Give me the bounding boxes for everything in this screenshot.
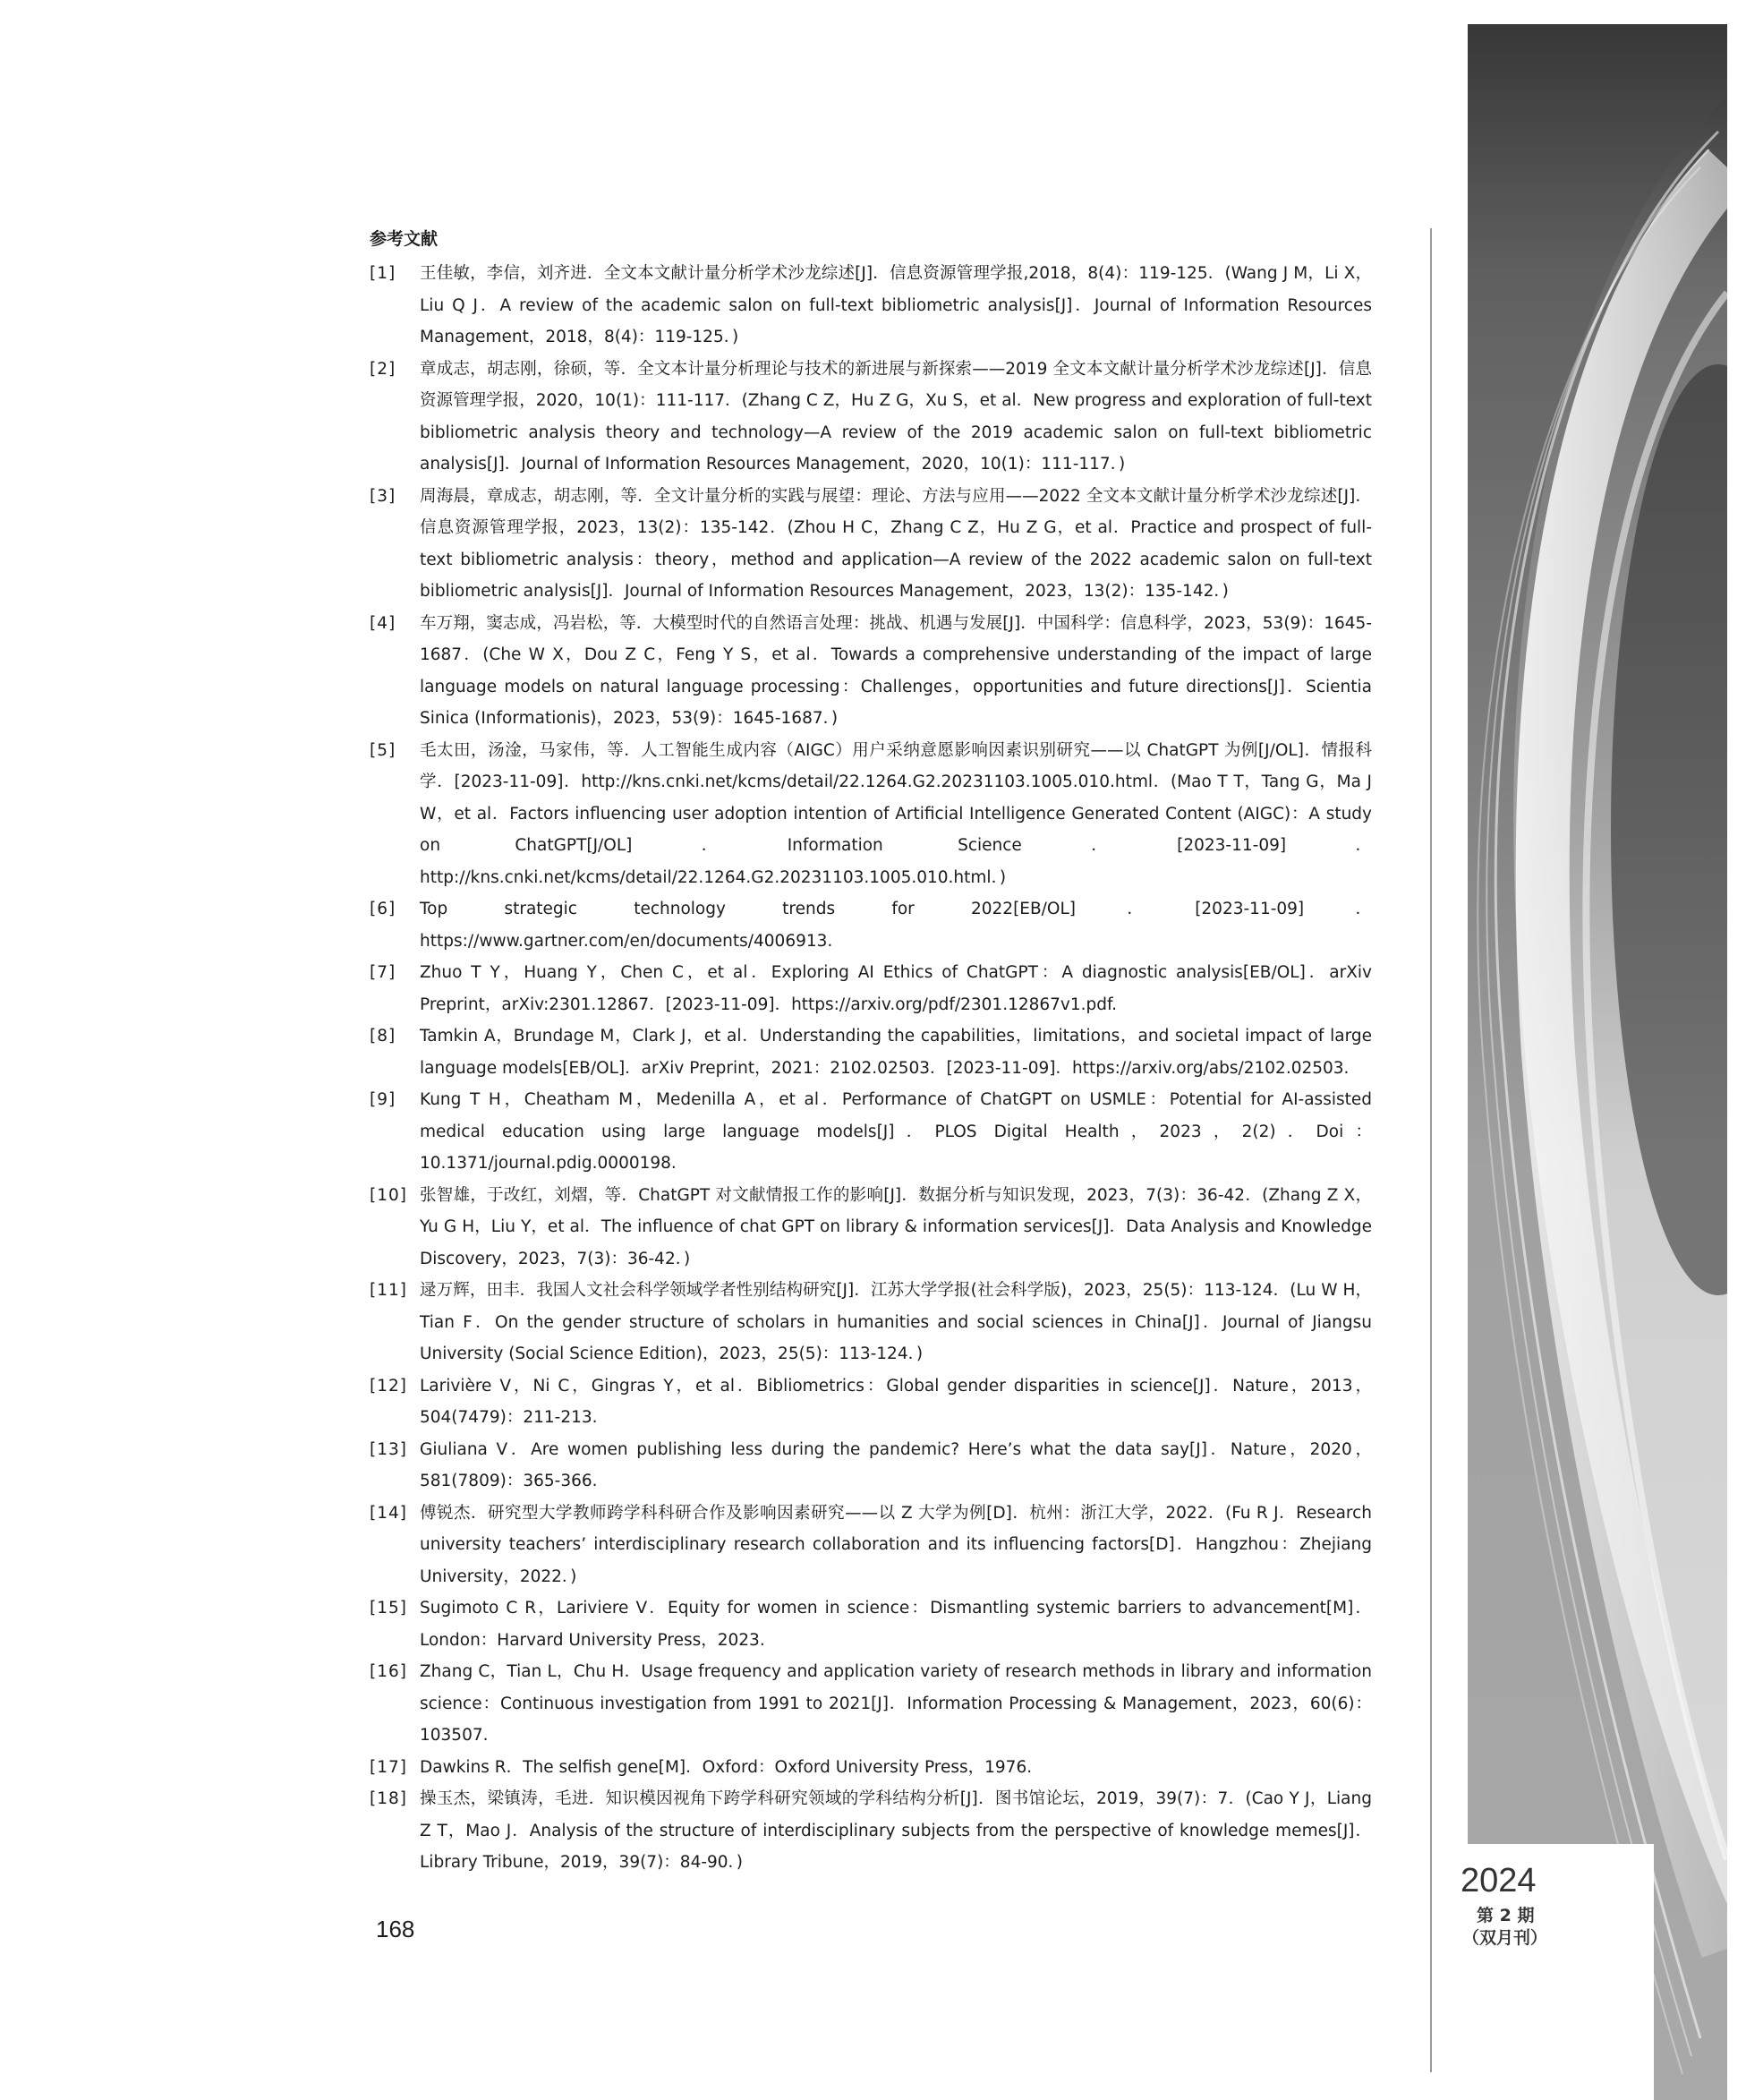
reference-item [370, 1180, 1372, 1276]
reference-item [370, 1275, 1372, 1370]
reference-text: Dawkins R．The selfish gene[M]．Oxford：Oxford University Press，1976. [420, 1757, 1033, 1777]
reference-number: [6] [370, 900, 396, 918]
reference-item [370, 1656, 1372, 1752]
reference-text: Zhang C，Tian L，Chu H．Usage frequency and application variety of research methods in library and information science：Continuous investigation from 1991 to 2021[J]．Information Processing & Management，2023，60(6)：103507. [420, 1662, 1372, 1745]
reference-text: 章成志，胡志刚，徐硕，等．全文本计量分析理论与技术的新进展与新探索——2019 全文本文献计量分析学术沙龙综述[J]．信息资源管理学报，2020，10(1)：111-117．(Zhang C Z，Hu Z G，Xu S，et al．New progress and exploration of full-text bibliometric analysis theory and technology—A review of the 2019 academic salon on full-text bibliometric analysis[J]．Journal of Information Resources Management，2020，10(1)：111-117．) [420, 359, 1372, 474]
reference-item [370, 893, 1372, 957]
references-section [370, 224, 1372, 1879]
reference-list [370, 258, 1372, 1879]
reference-item [370, 258, 1372, 354]
swoosh-graphic [1468, 24, 1727, 2100]
reference-text: 周海晨，章成志，胡志刚，等．全文计量分析的实践与展望：理论、方法与应用——2022 全文本文献计量分析学术沙龙综述[J]．信息资源管理学报，2023，13(2)：135-142．(Zhou H C，Zhang C Z，Hu Z G，et al．Practice and prospect of full-text bibliometric analysis：theory，method and application—A review of the 2022 academic salon on full-text bibliometric analysis[J]．Journal of Information Resources Management，2023，13(2)：135-142．) [420, 486, 1372, 601]
reference-text: Larivière V，Ni C，Gingras Y，et al．Bibliometrics：Global gender disparities in science[J]．Nature，2013，504(7479)：211-213. [420, 1376, 1372, 1427]
reference-number: [1] [370, 264, 396, 283]
reference-item [370, 1084, 1372, 1180]
reference-number: [5] [370, 740, 396, 760]
reference-item [370, 354, 1372, 481]
reference-text: 张智雄，于改红，刘熠，等．ChatGPT 对文献情报工作的影响[J]．数据分析与知识发现，2023，7(3)：36-42．(Zhang Z X，Yu G H，Liu Y，et al．The influence of chat GPT on library & information services[J]．Data Analysis and Knowledge Discovery，2023，7(3)：36-42．) [420, 1185, 1372, 1268]
reference-text: 车万翔，窦志成，冯岩松，等．大模型时代的自然语言处理：挑战、机遇与发展[J]．中国科学：信息科学，2023，53(9)：1645-1687．(Che W X，Dou Z C，Feng Y S，et al．Towards a comprehensive understanding of the impact of large language models on natural language processing：Challenges，opportunities and future directions[J]．Scientia Sinica (Informationis)，2023，53(9)：1645-1687．) [420, 613, 1372, 728]
reference-item [370, 1498, 1372, 1593]
reference-text: Sugimoto C R，Lariviere V．Equity for women in science：Dismantling systemic barriers to advancement[M]．London：Harvard University Press，2023. [420, 1599, 1372, 1650]
reference-text: Giuliana V．Are women publishing less during the pandemic? Here’s what the data say[J]．Nature，2020，581(7809)：365-366. [420, 1439, 1372, 1490]
reference-number: [9] [370, 1090, 396, 1109]
reference-number: [12] [370, 1376, 407, 1396]
reference-item [370, 735, 1372, 894]
reference-number: [16] [370, 1662, 407, 1681]
issue-year: 2024 [1461, 1862, 1537, 1899]
references-heading: 参考文献 [370, 229, 439, 249]
reference-text: 逯万辉，田丰．我国人文社会科学领域学者性别结构研究[J]．江苏大学学报(社会科学版)，2023，25(5)：113-124．(Lu W H，Tian F．On the gender structure of scholars in humanities and social sciences in China[J]．Journal of Jiangsu University (Social Science Edition)，2023，25(5)：113-124．) [420, 1281, 1372, 1363]
reference-number: [11] [370, 1281, 407, 1300]
reference-text: Zhuo T Y，Huang Y，Chen C，et al．Exploring AI Ethics of ChatGPT：A diagnostic analysis[EB/OL]．arXiv Preprint，arXiv:2301.12867．[2023-11-09]．https://arxiv.org/pdf/2301.12867v1.pdf. [420, 963, 1372, 1014]
reference-number: [4] [370, 613, 396, 633]
reference-number: [2] [370, 359, 396, 379]
reference-number: [18] [370, 1789, 407, 1808]
reference-item [370, 1592, 1372, 1656]
reference-item [370, 608, 1372, 735]
reference-text: 毛太田，汤淦，马家伟，等．人工智能生成内容（AIGC）用户采纳意愿影响因素识别研究——以 ChatGPT 为例[J/OL]．情报科学．[2023-11-09]．http://kns.cnki.net/kcms/detail/22.1264.G2.20231103.1005.010.html．(Mao T T，Tang G，Ma J W，et al．Factors influencing user adoption intention of Artificial Intelligence Generated Content (AIGC)：A study on ChatGPT[J/OL]．Information Science．[2023-11-09]．http://kns.cnki.net/kcms/detail/22.1264.G2.20231103.1005.010.html．) [420, 740, 1372, 887]
reference-item [370, 481, 1372, 608]
reference-item [370, 1783, 1372, 1879]
reference-number: [15] [370, 1599, 407, 1618]
reference-item [370, 1020, 1372, 1084]
reference-text: 操玉杰，梁镇涛，毛进．知识模因视角下跨学科研究领域的学科结构分析[J]．图书馆论坛，2019，39(7)：7．(Cao Y J，Liang Z T，Mao J．Analysis of the structure of interdisciplinary subjects from the perspective of knowledge memes[J]．Library Tribune，2019，39(7)：84-90．) [420, 1789, 1372, 1872]
reference-number: [13] [370, 1439, 407, 1459]
decorative-side-band [1468, 24, 1727, 2100]
reference-text: Kung T H，Cheatham M，Medenilla A，et al．Performance of ChatGPT on USMLE：Potential for AI-assisted medical education using large language models[J]．PLOS Digital Health，2023，2(2)．Doi：10.1371/journal.pdig.0000198. [420, 1090, 1372, 1173]
reference-text: 王佳敏，李信，刘齐进．全文本文献计量分析学术沙龙综述[J]．信息资源管理学报,2018，8(4)：119-125．(Wang J M，Li X，Liu Q J．A review of the academic salon on full-text bibliometric analysis[J]．Journal of Information Resources Management，2018，8(4)：119-125．) [420, 264, 1372, 346]
reference-number: [7] [370, 963, 396, 982]
reference-item [370, 957, 1372, 1020]
reference-item [370, 1370, 1372, 1434]
issue-number: 第 2 期 [1477, 1906, 1535, 1925]
reference-item [370, 1752, 1372, 1784]
issue-frequency: （双月刊） [1462, 1928, 1548, 1948]
reference-text: Top strategic technology trends for 2022[EB/OL]．[2023-11-09]．https://www.gartner.com/en/documents/4006913. [420, 900, 1372, 951]
page-number: 168 [376, 1916, 415, 1942]
reference-number: [10] [370, 1185, 407, 1205]
reference-text: 傅锐杰．研究型大学教师跨学科科研合作及影响因素研究——以 Z 大学为例[D]．杭州：浙江大学，2022．(Fu R J．Research university teachers’ interdisciplinary research collaboration and its influencing factors[D]．Hangzhou：Zhejiang University，2022．) [420, 1503, 1372, 1586]
reference-number: [17] [370, 1757, 407, 1777]
reference-text: Tamkin A，Brundage M，Clark J，et al．Understanding the capabilities，limitations，and societal impact of large language models[EB/OL]．arXiv Preprint，2021：2102.02503．[2023-11-09]．https://arxiv.org/abs/2102.02503. [420, 1027, 1372, 1078]
reference-number: [14] [370, 1503, 407, 1523]
column-rule [1430, 228, 1432, 2072]
reference-number: [3] [370, 486, 396, 506]
reference-item [370, 1434, 1372, 1498]
reference-number: [8] [370, 1027, 396, 1046]
